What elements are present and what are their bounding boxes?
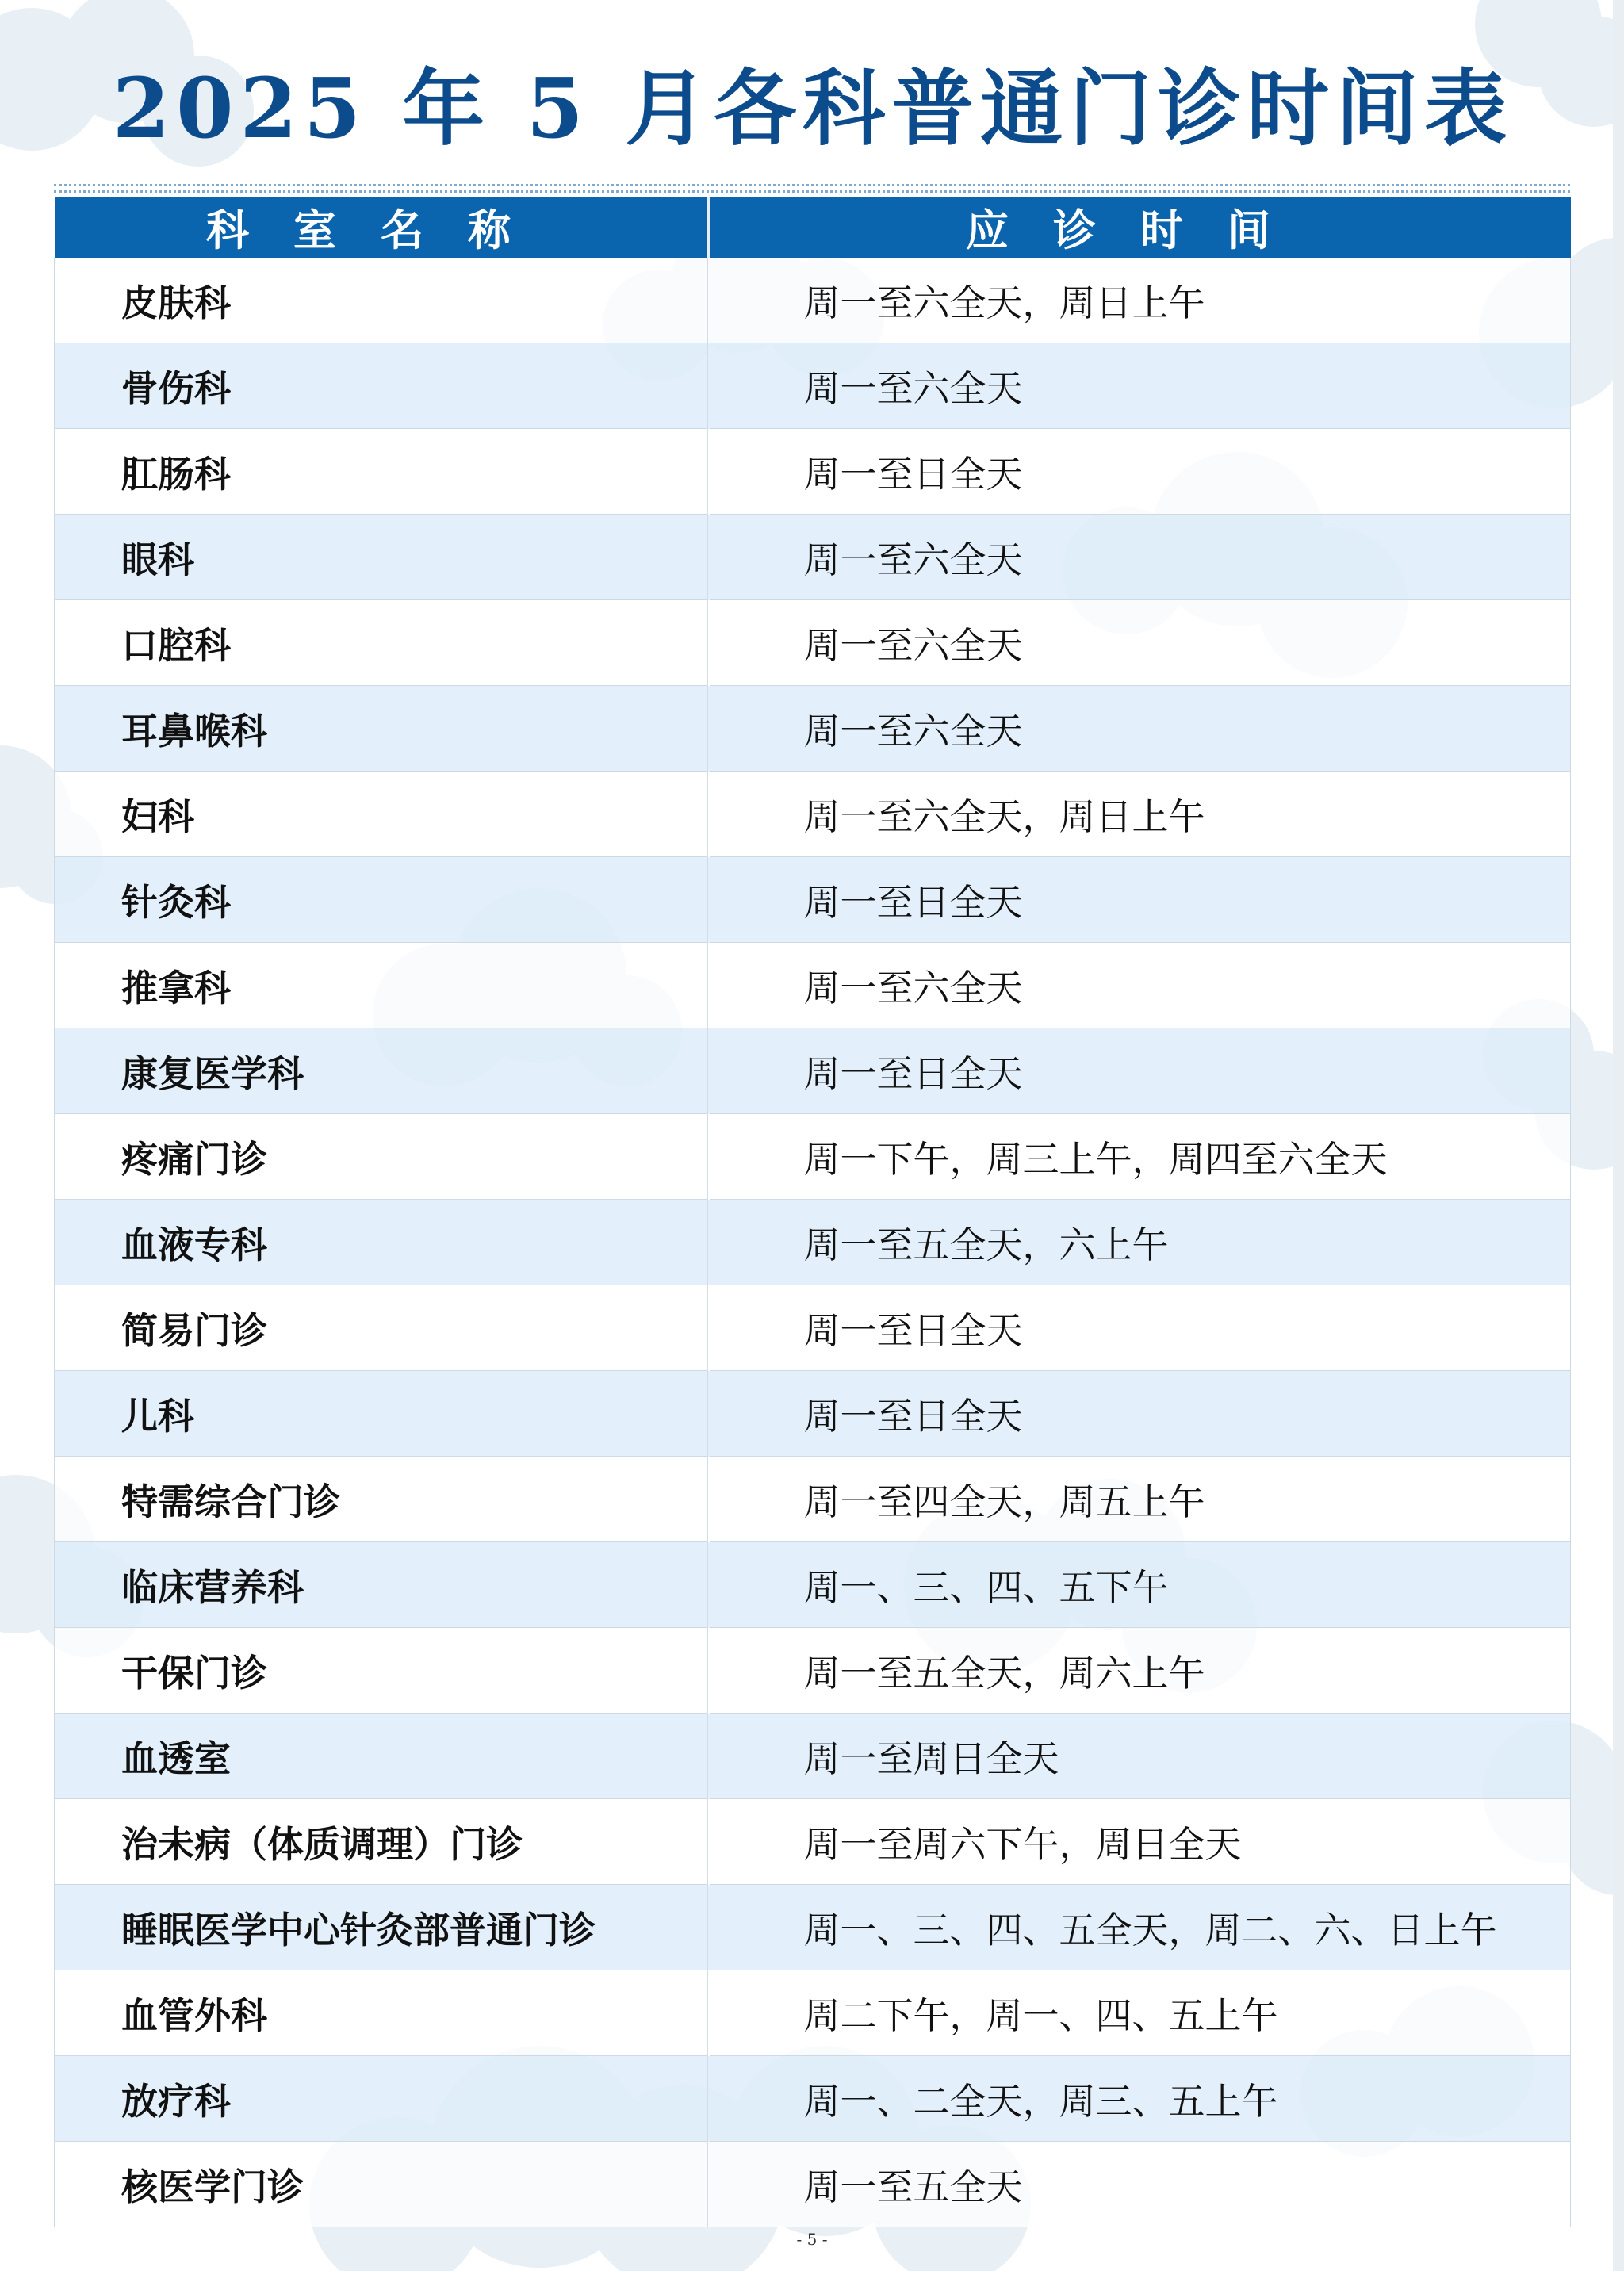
- clinic-time: 周一至六全天: [709, 943, 1571, 1028]
- department-name: 皮肤科: [55, 258, 709, 343]
- table-row: [55, 600, 1571, 686]
- department-name: 干保门诊: [55, 1628, 709, 1714]
- table-row: [55, 1970, 1571, 2056]
- header-clinic-time: 应诊时间: [709, 197, 1571, 258]
- table-row: [55, 1285, 1571, 1371]
- table-row: [55, 1457, 1571, 1542]
- table-row: [55, 1799, 1571, 1885]
- table-row: [55, 343, 1571, 429]
- clinic-time: 周一至五全天: [709, 2142, 1571, 2227]
- clinic-time: 周一至周日全天: [709, 1714, 1571, 1799]
- header-department: 科室名称: [55, 197, 709, 258]
- table-row: [55, 943, 1571, 1028]
- table-row: [55, 2056, 1571, 2142]
- department-name: 血管外科: [55, 1970, 709, 2056]
- clinic-time: 周一至六全天，周日上午: [709, 772, 1571, 857]
- clinic-time: 周一、三、四、五全天，周二、六、日上午: [709, 1885, 1571, 1970]
- department-name: 妇科: [55, 772, 709, 857]
- department-name: 治未病（体质调理）门诊: [55, 1799, 709, 1885]
- clinic-time: 周一下午，周三上午，周四至六全天: [709, 1114, 1571, 1200]
- clinic-time: 周一至日全天: [709, 429, 1571, 515]
- dotted-divider: [54, 190, 1570, 193]
- department-name: 耳鼻喉科: [55, 686, 709, 772]
- clinic-time: 周一、三、四、五下午: [709, 1542, 1571, 1628]
- clinic-time: 周一至六全天: [709, 343, 1571, 429]
- department-name: 血透室: [55, 1714, 709, 1799]
- department-name: 核医学门诊: [55, 2142, 709, 2227]
- clinic-time: 周一至日全天: [709, 1371, 1571, 1457]
- table-row: [55, 772, 1571, 857]
- clinic-time: 周一至六全天: [709, 686, 1571, 772]
- clinic-time: 周二下午，周一、四、五上午: [709, 1970, 1571, 2056]
- department-name: 疼痛门诊: [55, 1114, 709, 1200]
- department-name: 推拿科: [55, 943, 709, 1028]
- department-name: 骨伤科: [55, 343, 709, 429]
- clinic-time: 周一至六全天: [709, 600, 1571, 686]
- department-name: 口腔科: [55, 600, 709, 686]
- department-name: 特需综合门诊: [55, 1457, 709, 1542]
- department-name: 儿科: [55, 1371, 709, 1457]
- department-name: 眼科: [55, 515, 709, 600]
- clinic-time: 周一至日全天: [709, 1028, 1571, 1114]
- clinic-time: 周一至日全天: [709, 1285, 1571, 1371]
- clinic-time: 周一至四全天，周五上午: [709, 1457, 1571, 1542]
- table-row: [55, 429, 1571, 515]
- department-name: 放疗科: [55, 2056, 709, 2142]
- table-row: [55, 686, 1571, 772]
- department-name: 康复医学科: [55, 1028, 709, 1114]
- table-row: [55, 1885, 1571, 1970]
- page-number: - 5 -: [796, 2230, 828, 2249]
- page-edge: [1613, 0, 1624, 2271]
- clinic-time: 周一至六全天，周日上午: [709, 258, 1571, 343]
- table-row: [55, 1114, 1571, 1200]
- dotted-divider: [54, 184, 1570, 186]
- table-row: [55, 515, 1571, 600]
- department-name: 血液专科: [55, 1200, 709, 1285]
- clinic-time: 周一至五全天，周六上午: [709, 1628, 1571, 1714]
- table-row: [55, 1200, 1571, 1285]
- department-name: 睡眠医学中心针灸部普通门诊: [55, 1885, 709, 1970]
- table-row: [55, 258, 1571, 343]
- table-row: [55, 1714, 1571, 1799]
- department-name: 简易门诊: [55, 1285, 709, 1371]
- clinic-time: 周一至五全天，六上午: [709, 1200, 1571, 1285]
- clinic-time: 周一、二全天，周三、五上午: [709, 2056, 1571, 2142]
- clinic-time: 周一至日全天: [709, 857, 1571, 943]
- table-row: [55, 1371, 1571, 1457]
- table-row: [55, 1028, 1571, 1114]
- table-row: [55, 1628, 1571, 1714]
- table-row: [55, 2142, 1571, 2227]
- table-header-row: [55, 197, 1571, 258]
- department-name: 针灸科: [55, 857, 709, 943]
- clinic-time: 周一至周六下午，周日全天: [709, 1799, 1571, 1885]
- clinic-schedule-table: [54, 197, 1571, 2227]
- department-name: 临床营养科: [55, 1542, 709, 1628]
- table-row: [55, 857, 1571, 943]
- table-row: [55, 1542, 1571, 1628]
- department-name: 肛肠科: [55, 429, 709, 515]
- page-title: 2025 年 5 月各科普通门诊时间表: [112, 59, 1514, 157]
- clinic-time: 周一至六全天: [709, 515, 1571, 600]
